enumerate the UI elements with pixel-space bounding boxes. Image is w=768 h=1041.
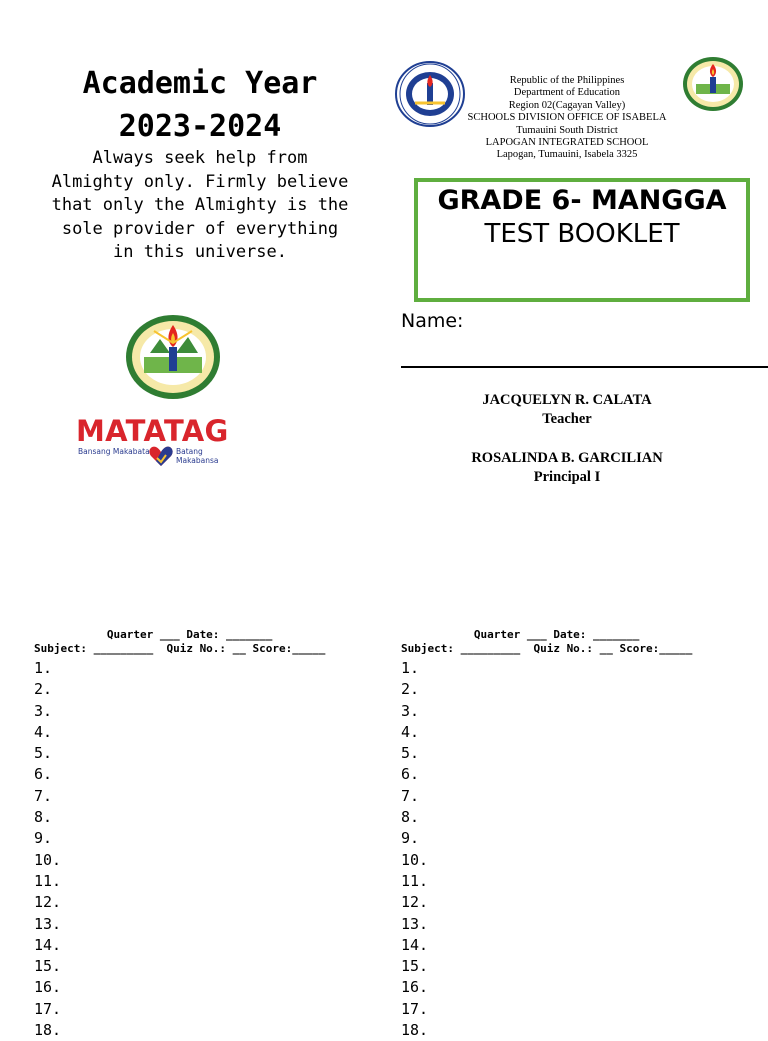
grade-title-box <box>414 178 750 302</box>
header-line: LAPOGAN INTEGRATED SCHOOL <box>485 137 649 149</box>
answer-item: 18. <box>34 1021 62 1040</box>
answer-item: 2. <box>34 680 53 699</box>
answer-item: 4. <box>34 722 53 741</box>
header-line: Tumauini South District <box>516 124 618 136</box>
answer-item: 7. <box>401 786 420 805</box>
answer-item: 3. <box>401 701 420 720</box>
answer-item: 7. <box>34 786 53 805</box>
header-line: Republic of the Philippines <box>509 75 625 86</box>
answer-item: 14. <box>34 935 62 954</box>
academic-year-label: Academic Year <box>82 66 318 101</box>
name-blank-line[interactable] <box>401 366 768 368</box>
header-line: Lapogan, Tumauini, Isabela 3325 <box>496 149 638 161</box>
answer-sheet-left <box>34 628 374 1041</box>
answer-item: 15. <box>34 957 62 976</box>
matatag-tagline-right: Batang Makabansa <box>176 447 219 465</box>
school-seal-icon <box>682 56 744 112</box>
answer-item: 10. <box>34 850 62 869</box>
academic-year-title <box>40 62 360 148</box>
answer-item: 2. <box>401 680 420 699</box>
answer-item: 17. <box>34 999 62 1018</box>
answer-item: 16. <box>401 978 429 997</box>
inspirational-quote: Always seek help from Almighty only. Firmly believe that only the Almighty is the sole provider of everything in this universe. <box>51 148 349 263</box>
principal-name: ROSALINDA B. GARCILIAN <box>471 450 663 466</box>
subject-quiz-score-line: Subject: _________ Quiz No.: __ Score:_____ <box>34 642 326 655</box>
booklet-subtitle: TEST BOOKLET <box>484 219 680 249</box>
answer-item: 1. <box>401 659 420 677</box>
answer-item: 9. <box>34 829 53 848</box>
answer-item: 15. <box>401 957 429 976</box>
answer-item: 11. <box>401 871 429 890</box>
answer-item: 4. <box>401 722 420 741</box>
grade-section-title: GRADE 6- MANGGA <box>437 185 727 216</box>
academic-year-value: 2023-2024 <box>118 109 282 144</box>
matatag-logo <box>76 414 246 472</box>
answer-item: 8. <box>401 808 420 827</box>
answer-item: 8. <box>34 808 53 827</box>
answer-item: 14. <box>401 935 429 954</box>
answer-item: 16. <box>34 978 62 997</box>
quarter-date-line: Quarter ___ Date: _______ <box>401 628 640 641</box>
answer-item: 5. <box>34 744 53 763</box>
answer-item: 6. <box>34 765 53 784</box>
answer-item: 10. <box>401 850 429 869</box>
school-seal-icon <box>124 313 222 401</box>
header-line: Region 02(Cagayan Valley) <box>508 99 626 111</box>
answer-item: 13. <box>34 914 62 933</box>
matatag-tagline-left: Bansang Makabata <box>78 447 150 456</box>
header-line: Department of Education <box>513 87 621 99</box>
school-header <box>450 75 684 162</box>
answer-item: 3. <box>34 701 53 720</box>
teacher-role: Teacher <box>542 411 592 427</box>
principal-role: Principal I <box>533 469 601 485</box>
answer-item: 11. <box>34 871 62 890</box>
answer-item: 18. <box>401 1021 429 1040</box>
quarter-date-line: Quarter ___ Date: _______ <box>34 628 273 641</box>
heart-icon <box>148 444 174 468</box>
answer-item: 9. <box>401 829 420 848</box>
answer-item: 13. <box>401 914 429 933</box>
answer-item: 5. <box>401 744 420 763</box>
matatag-wordmark: MATATAG <box>76 414 229 448</box>
teacher-name: JACQUELYN R. CALATA <box>482 392 652 408</box>
answer-item: 12. <box>34 893 62 912</box>
subject-quiz-score-line: Subject: _________ Quiz No.: __ Score:_____ <box>401 642 693 655</box>
answer-sheet-right <box>401 628 741 1041</box>
answer-item: 1. <box>34 659 53 677</box>
header-line: SCHOOLS DIVISION OFFICE OF ISABELA <box>467 112 667 124</box>
name-label: Name: <box>401 310 464 332</box>
answer-item: 17. <box>401 999 429 1018</box>
answer-item: 12. <box>401 893 429 912</box>
answer-item: 6. <box>401 765 420 784</box>
